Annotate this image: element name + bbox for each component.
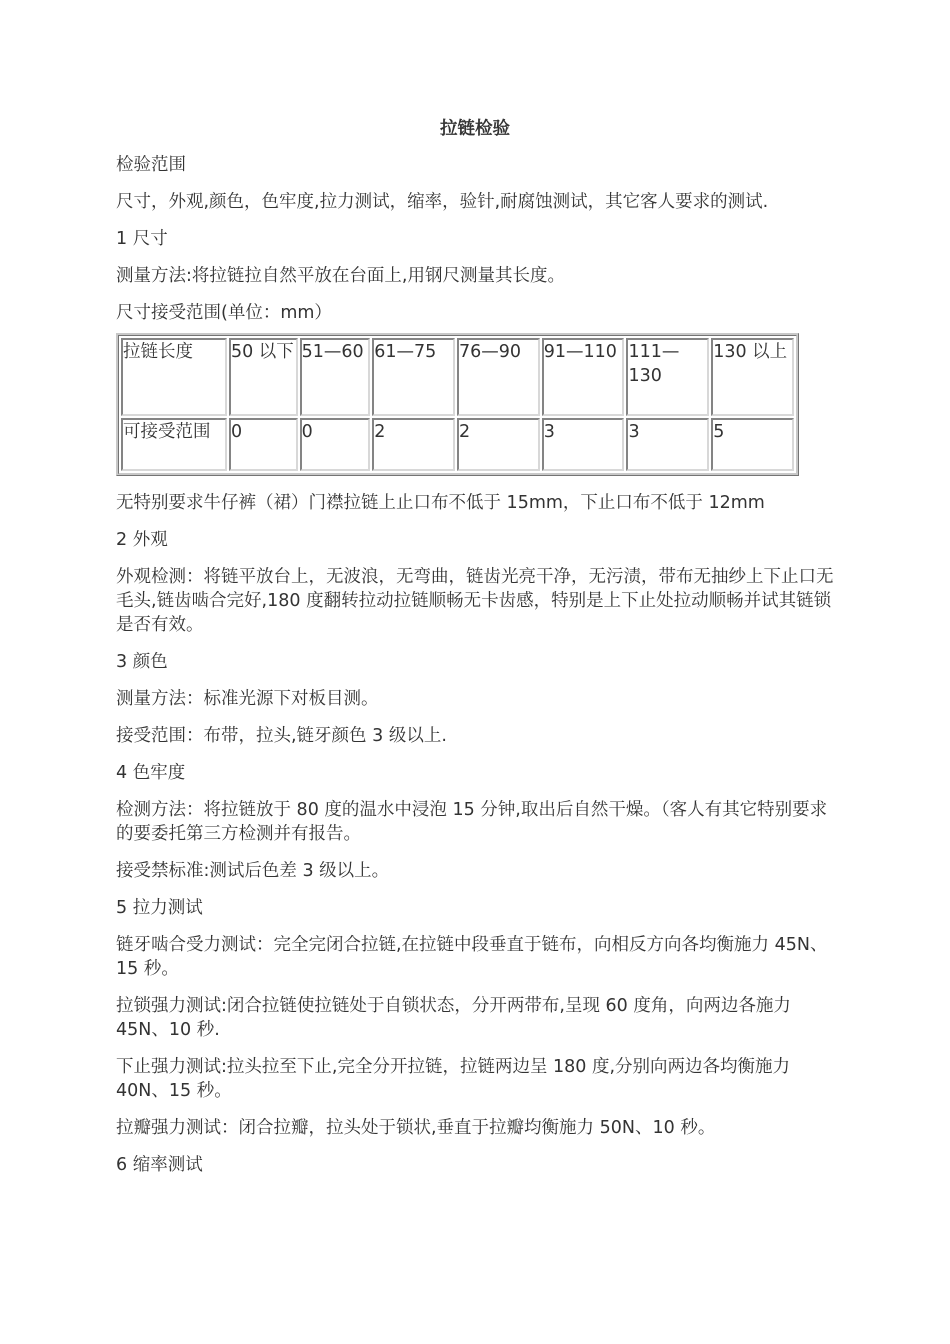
table-cell: 3 [626,418,709,471]
scope-heading: 检验范围 [116,155,186,175]
size-method: 测量方法:将拉链拉自然平放在台面上,用钢尺测量其长度。 [116,266,565,286]
appearance-heading: 2 外观 [116,530,168,550]
scope-text: 尺寸，外观,颜色，色牢度,拉力测试，缩率，验针,耐腐蚀测试，其它客人要求的测试. [116,192,769,212]
table-header-cell: 91—110 [542,338,625,416]
table-cell: 3 [542,418,625,471]
color-heading: 3 颜色 [116,652,168,672]
tensile-test-2: 拉锁强力测试:闭合拉链使拉链处于自锁状态，分开两带布,呈现 60 度角，向两边各施力 45N、10 秒. [116,996,791,1040]
table-cell: 5 [711,418,794,471]
table-header-cell: 拉链长度 [121,338,227,416]
table-header-cell: 130 以上 [711,338,794,416]
table-header-cell: 50 以下 [229,338,298,416]
fastness-method: 检测方法：将拉链放于 80 度的温水中浸泡 15 分钟,取出后自然干燥。（客人有其它特别要求的要委托第三方检测并有报告。 [116,800,828,844]
jeans-note: 无特别要求牛仔裤（裙）门襟拉链上止口布不低于 15mm，下止口布不低于 12mm [116,493,765,513]
tensile-test-4: 拉瓣强力测试：闭合拉瓣，拉头处于锁状,垂直于拉瓣均衡施力 50N、10 秒。 [116,1118,716,1138]
table-header-cell: 111—130 [626,338,709,416]
table-cell: 0 [300,418,371,471]
table-cell: 0 [229,418,298,471]
tensile-test-3: 下止强力测试:拉头拉至下止,完全分开拉链，拉链两边呈 180 度,分别向两边各均衡施力 40N、15 秒。 [116,1057,791,1101]
size-heading: 1 尺寸 [116,229,168,249]
size-range-label: 尺寸接受范围(单位：mm） [116,303,332,323]
document-title: 拉链检验 [440,119,510,139]
tensile-test-1: 链牙啮合受力测试：完全完闭合拉链,在拉链中段垂直于链布，向相反方向各均衡施力 45N、15 秒。 [116,935,828,979]
table-header-cell: 76—90 [457,338,540,416]
shrink-heading: 6 缩率测试 [116,1155,203,1175]
table-header-cell: 51—60 [300,338,371,416]
table-cell: 可接受范围 [121,418,227,471]
table-row-tolerances [121,418,794,471]
tensile-heading: 5 拉力测试 [116,898,203,918]
table-row-lengths [121,338,794,416]
table-cell: 2 [372,418,455,471]
color-accept: 接受范围：布带，拉头,链牙颜色 3 级以上. [116,726,447,746]
fastness-heading: 4 色牢度 [116,763,186,783]
fastness-accept: 接受禁标准:测试后色差 3 级以上。 [116,861,390,881]
table-header-cell: 61—75 [372,338,455,416]
document-body [116,153,836,1190]
table-cell: 2 [457,418,540,471]
appearance-text: 外观检测：将链平放台上，无波浪，无弯曲，链齿光亮干净，无污渍，带布无抽纱上下止口无毛头,链齿啮合完好,180 度翻转拉动拉链顺畅无卡齿感，特别是上下止处拉动顺畅并试其链锁是否有效。 [116,567,834,635]
color-method: 测量方法：标准光源下对板目测。 [116,689,379,709]
size-tolerance-table [116,333,799,476]
